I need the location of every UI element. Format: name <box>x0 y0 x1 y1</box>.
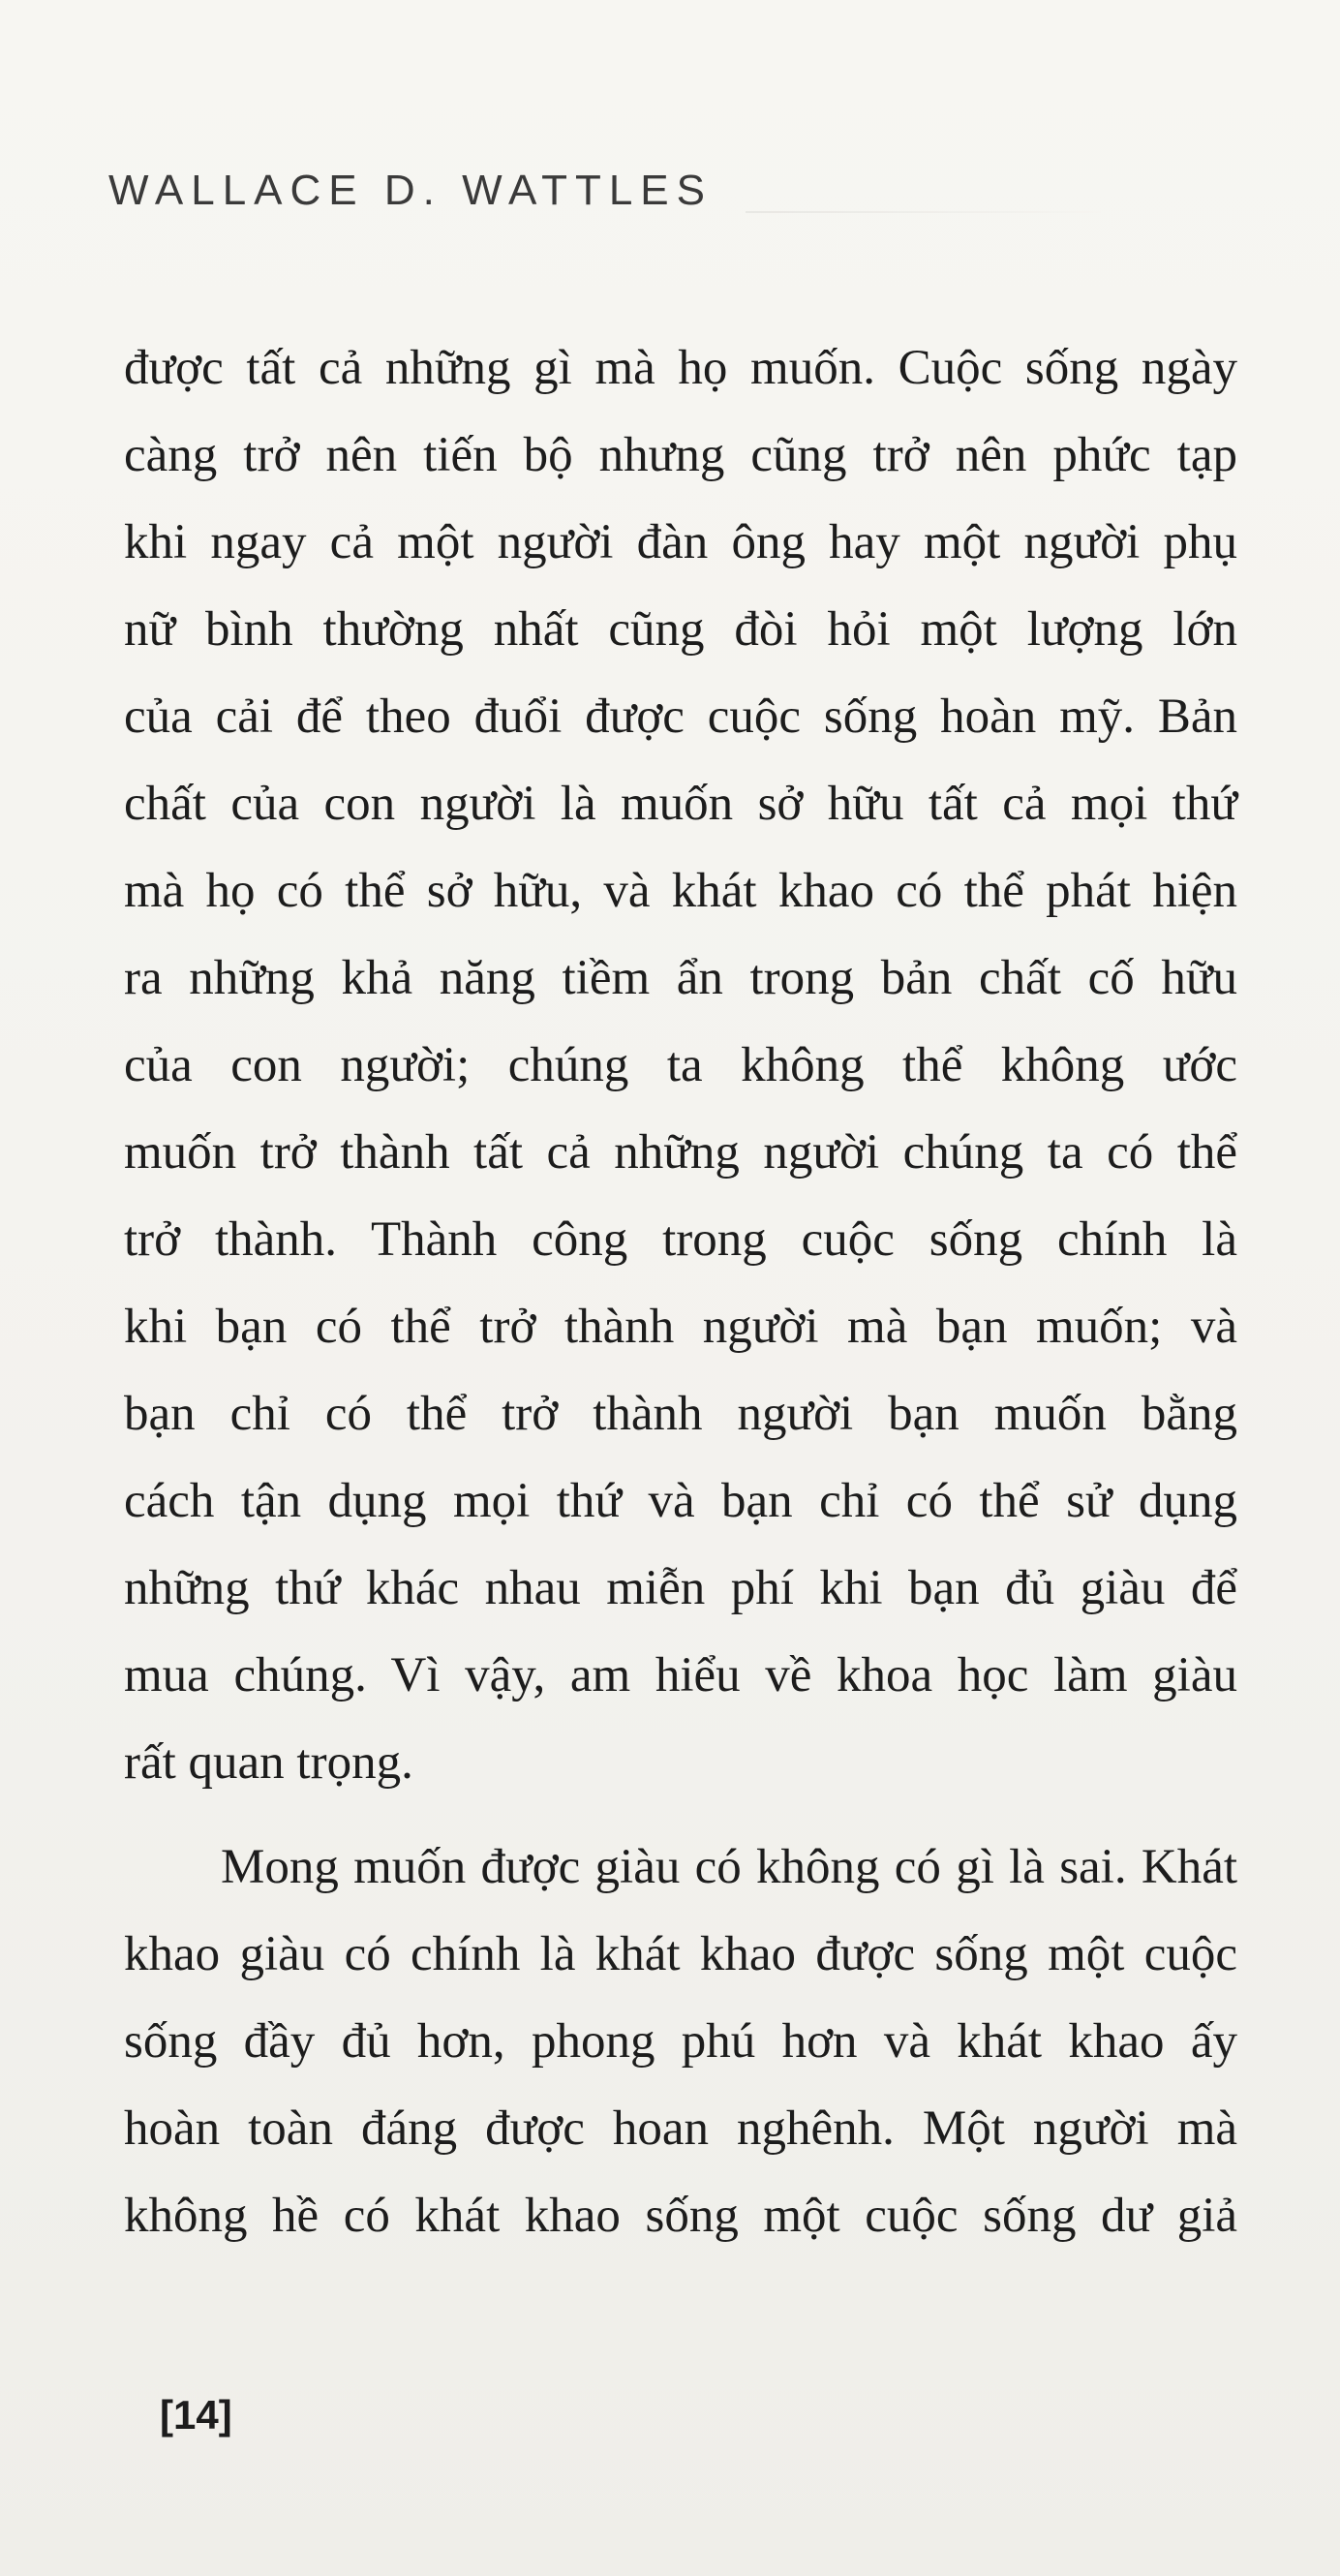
text-line: chất của con người là muốn sở hữu tất cả mọi thứ <box>124 777 1237 831</box>
text-line: sống đầy đủ hơn, phong phú hơn và khát khao ấy <box>124 2014 1237 2069</box>
text-line: bạn chỉ có thể trở thành người bạn muốn bằng <box>124 1387 1237 1441</box>
text-line: khi ngay cả một người đàn ông hay một người phụ <box>124 515 1237 569</box>
text-line: muốn trở thành tất cả những người chúng ta có thể <box>124 1125 1237 1180</box>
text-line: càng trở nên tiến bộ nhưng cũng trở nên phức tạp <box>124 428 1237 482</box>
paragraph-gap <box>124 1806 1237 1824</box>
text-line: mà họ có thể sở hữu, và khát khao có thể phát hiện <box>124 864 1237 918</box>
text-line: mua chúng. Vì vậy, am hiểu về khoa học làm giàu <box>124 1648 1237 1702</box>
text-line: cách tận dụng mọi thứ và bạn chỉ có thể sử dụng <box>124 1474 1237 1528</box>
text-line: hoàn toàn đáng được hoan nghênh. Một người mà <box>124 2101 1237 2156</box>
text-line: không hề có khát khao sống một cuộc sống dư giả <box>124 2189 1237 2243</box>
text-line: những thứ khác nhau miễn phí khi bạn đủ giàu để <box>124 1561 1237 1615</box>
text-line: ra những khả năng tiềm ẩn trong bản chất cố hữu <box>124 951 1237 1005</box>
running-head-author: WALLACE D. WATTLES <box>108 167 714 214</box>
text-line: khao giàu có chính là khát khao được sống một cuộc <box>124 1927 1237 1981</box>
page-number: [14] <box>160 2392 232 2438</box>
header-rule <box>746 211 1113 213</box>
text-line: rất quan trọng. <box>124 1735 413 1790</box>
text-line: của cải để theo đuổi được cuộc sống hoàn mỹ. Bản <box>124 690 1237 744</box>
text-line: nữ bình thường nhất cũng đòi hỏi một lượng lớn <box>124 602 1237 657</box>
text-line: trở thành. Thành công trong cuộc sống chính là <box>124 1212 1237 1267</box>
text-line: của con người; chúng ta không thể không ước <box>124 1038 1237 1092</box>
text-line: được tất cả những gì mà họ muốn. Cuộc sống ngày <box>124 341 1237 395</box>
body-text <box>124 324 1237 2259</box>
text-line: khi bạn có thể trở thành người mà bạn muốn; và <box>124 1300 1237 1354</box>
paragraph-2 <box>124 1824 1237 2259</box>
text-line: Mong muốn được giàu có không có gì là sai. Khát <box>221 1840 1237 1894</box>
paragraph-1 <box>124 324 1237 1806</box>
